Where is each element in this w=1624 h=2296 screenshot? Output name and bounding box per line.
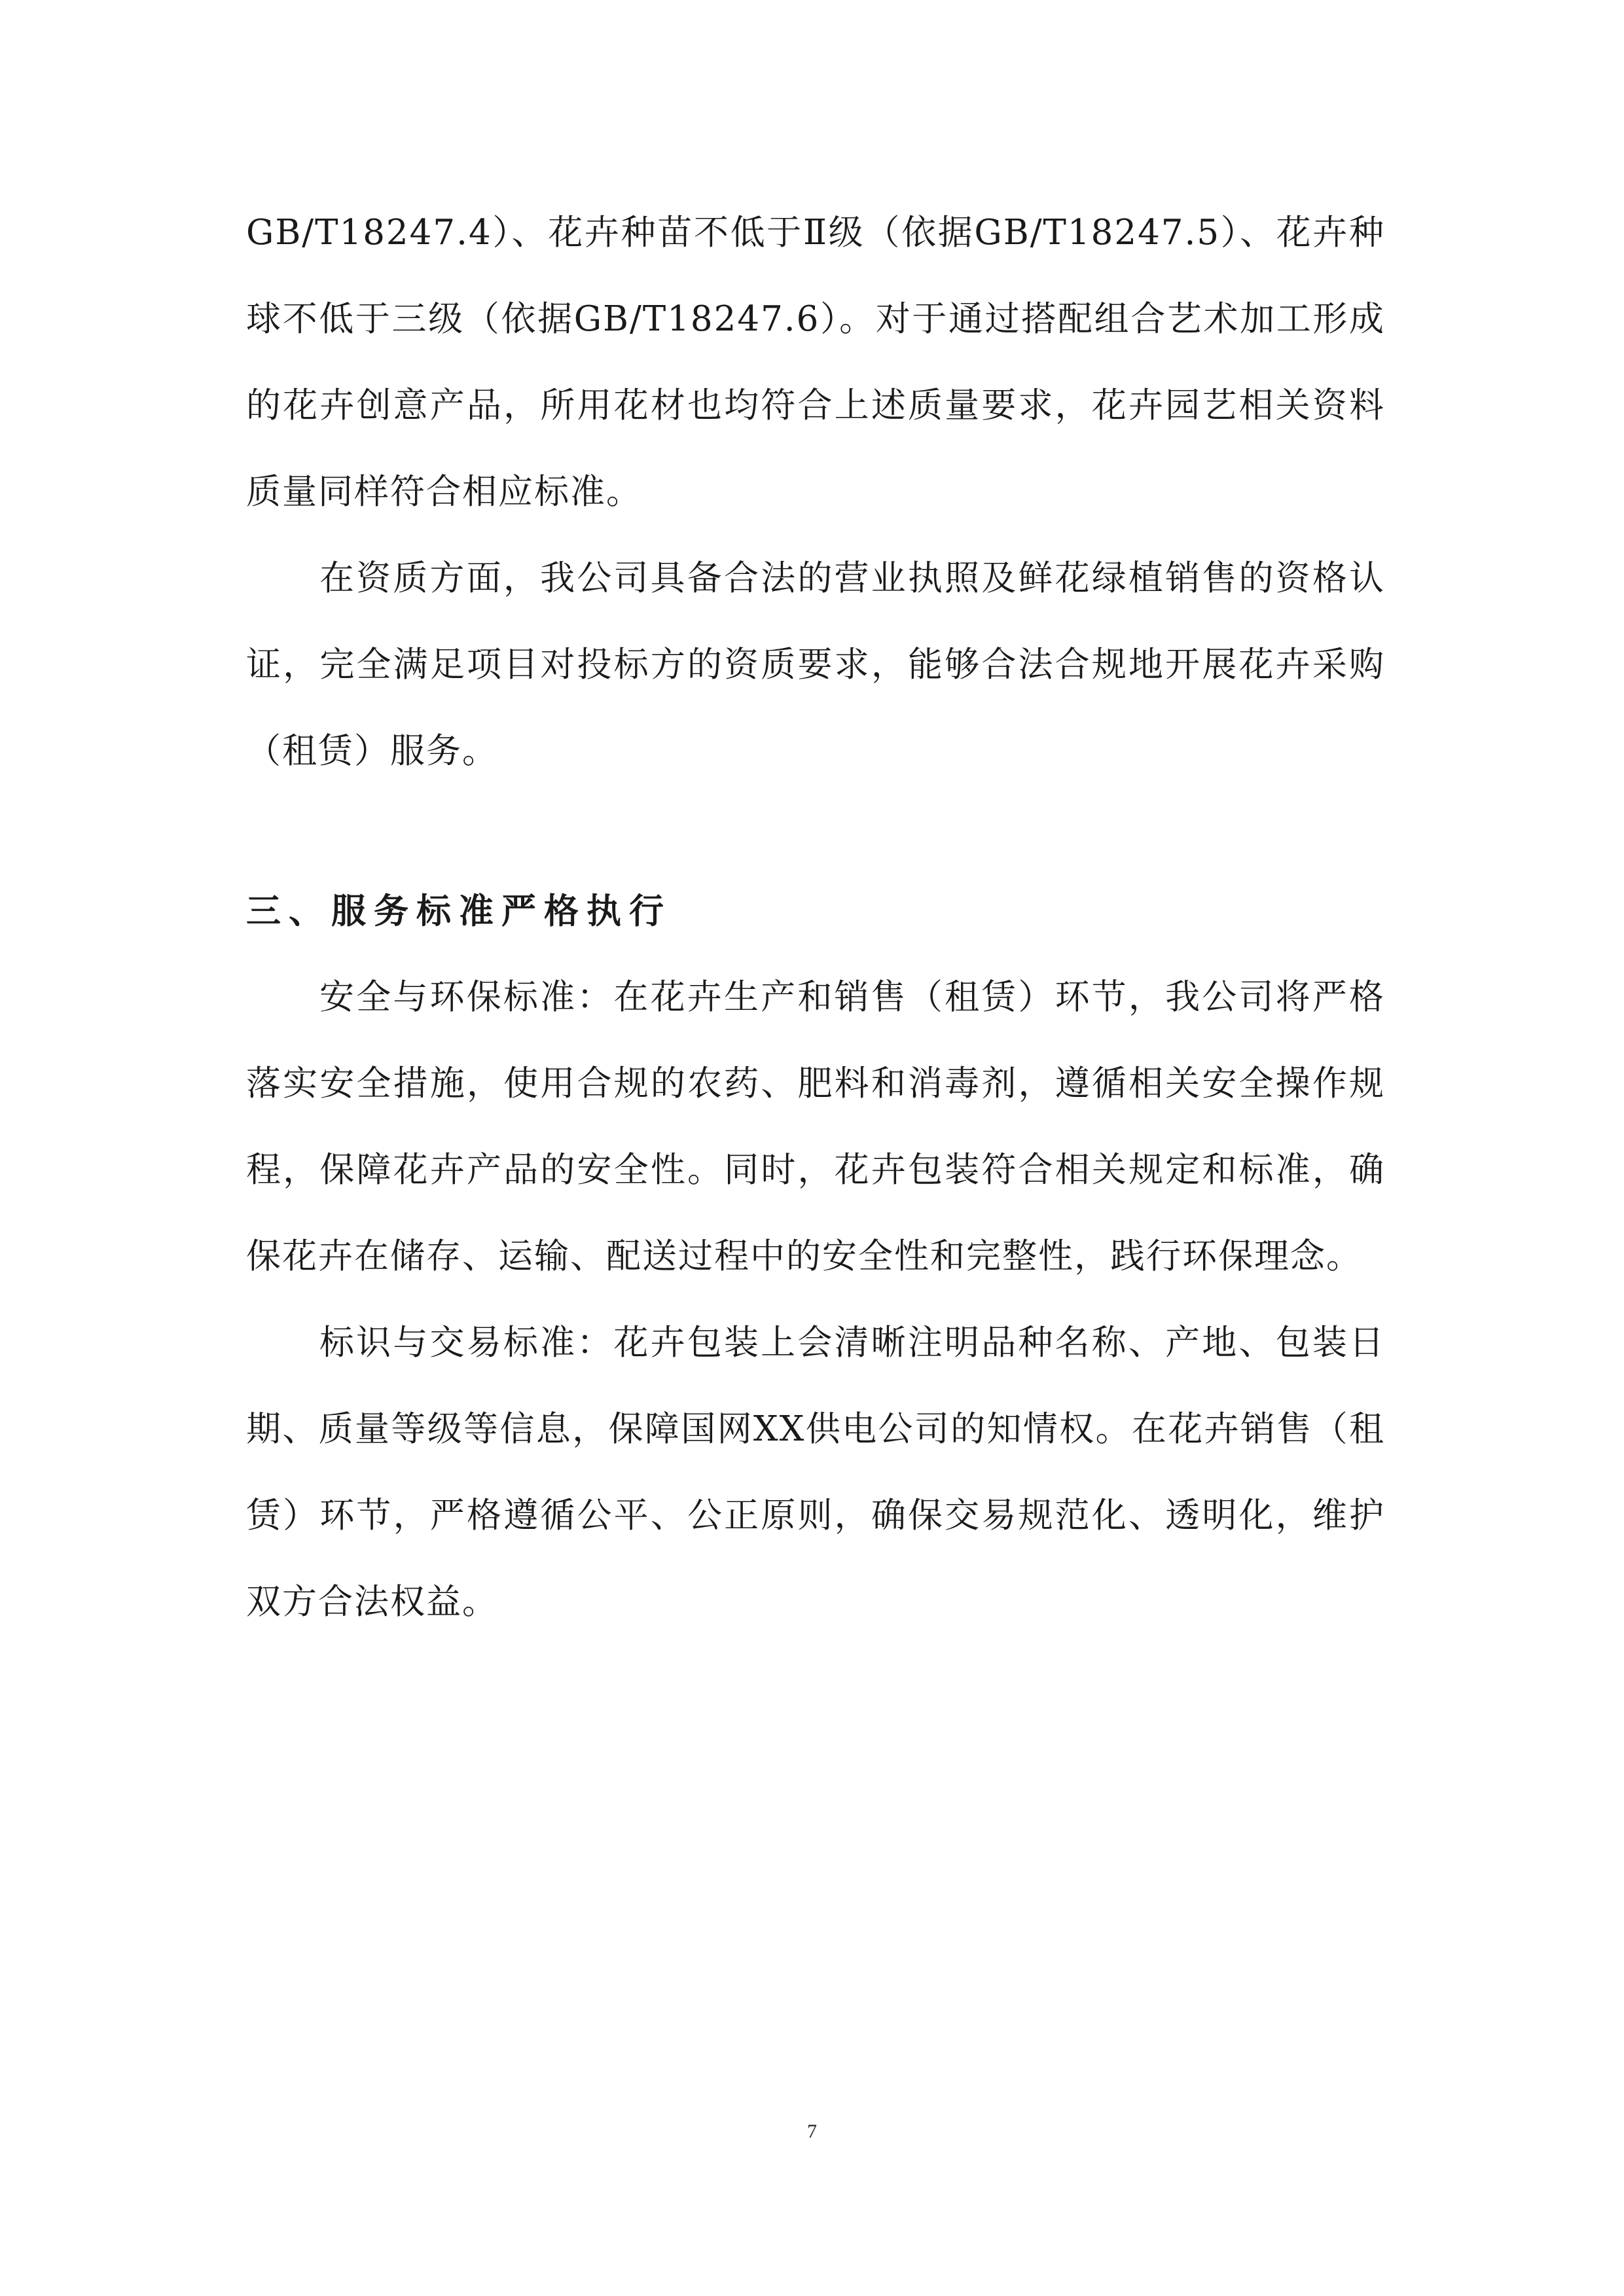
body-text: [246, 190, 1385, 1645]
paragraph-qualifications: 在资质方面，我公司具备合法的营业执照及鲜花绿植销售的资格认证，完全满足项目对投标方的资质要求，能够合法合规地开展花卉采购（租赁）服务。: [246, 558, 1385, 771]
section-heading: 三、服务标准严格执行: [246, 891, 672, 931]
page-number: 7: [807, 2121, 817, 2142]
paragraph-quality-standards: GB/T18247.4）、花卉种苗不低于Ⅱ级（依据GB/T18247.5）、花卉种球不低于三级（依据GB/T18247.6）。对于通过搭配组合艺术加工形成的花卉创意产品，所用花材也均符合上述质量要求，花卉园艺相关资料质量同样符合相应标准。: [246, 213, 1385, 512]
paragraph-safety-environment: 安全与环保标准：在花卉生产和销售（租赁）环节，我公司将严格落实安全措施，使用合规的农药、肥料和消毒剂，遵循相关安全操作规程，保障花卉产品的安全性。同时，花卉包装符合相关规定和标准，确保花卉在储存、运输、配送过程中的安全性和完整性，践行环保理念。: [246, 977, 1385, 1276]
paragraph-labeling-trade: 标识与交易标准：花卉包装上会清晰注明品种名称、产地、包装日期、质量等级等信息，保障国网XX供电公司的知情权。在花卉销售（租赁）环节，严格遵循公平、公正原则，确保交易规范化、透明化，维护双方合法权益。: [246, 1323, 1385, 1622]
